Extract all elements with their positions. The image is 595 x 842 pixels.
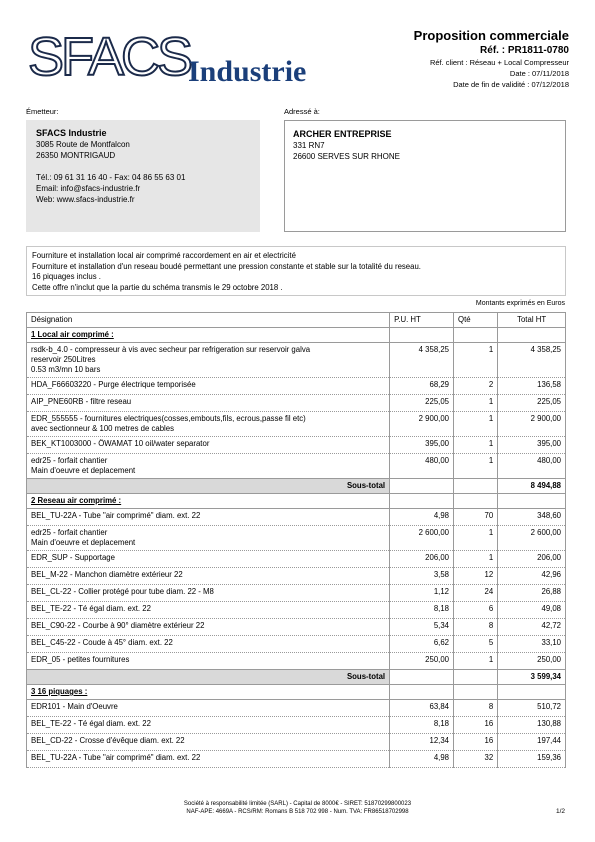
quantity-cell: 1	[454, 551, 498, 568]
item-code: BEL_C45-22	[31, 638, 76, 647]
line-total-cell: 33,10	[498, 636, 566, 653]
recipient-address-line1: 331 RN7	[293, 141, 325, 150]
designation-cell	[27, 509, 390, 526]
section-header-row	[27, 328, 566, 343]
table-row	[27, 585, 566, 602]
header-unit-price: P.U. HT	[390, 313, 454, 328]
line-total-cell: 49,08	[498, 602, 566, 619]
item-code: EDR_SUP	[31, 553, 68, 562]
subtotal-label: Sous-total	[27, 670, 390, 685]
designation-cell	[27, 412, 390, 437]
designation-cell	[27, 437, 390, 454]
unit-price-cell: 12,34	[390, 734, 454, 751]
item-detail-line: reservoir 250Litres	[31, 355, 96, 364]
unit-price-cell: 6,62	[390, 636, 454, 653]
table-row	[27, 568, 566, 585]
description-line: Cette offre n'inclut que la partie du schéma transmis le 29 octobre 2018 .	[32, 282, 283, 292]
unit-price-cell: 225,05	[390, 395, 454, 412]
quantity-cell: 6	[454, 602, 498, 619]
subtotal-row	[27, 479, 566, 494]
table-header-row	[27, 313, 566, 328]
item-code: EDR_555555	[31, 414, 78, 423]
table-row	[27, 526, 566, 551]
designation-cell	[27, 717, 390, 734]
table-row	[27, 343, 566, 378]
emitter-address-line2: 26350 MONTRIGAUD	[36, 151, 116, 160]
line-total-cell: 42,96	[498, 568, 566, 585]
unit-price-cell: 63,84	[390, 700, 454, 717]
line-total-cell: 250,00	[498, 653, 566, 670]
unit-price-cell: 2 900,00	[390, 412, 454, 437]
unit-price-cell: 68,29	[390, 378, 454, 395]
item-description: - Courbe à 90° diamètre extérieur 22	[75, 621, 205, 630]
recipient-address-line2: 26600 SERVES SUR RHONE	[293, 152, 401, 161]
empty-cell	[390, 685, 454, 700]
quantity-cell: 2	[454, 378, 498, 395]
item-description: - Main d'Oeuvre	[60, 702, 118, 711]
line-total-cell: 197,44	[498, 734, 566, 751]
empty-cell	[454, 670, 498, 685]
item-description: - Crosse d'évêque diam. ext. 22	[72, 736, 185, 745]
quantity-cell: 1	[454, 412, 498, 437]
item-code: AIP_PNE60RB	[31, 397, 84, 406]
header-total: Total HT	[498, 313, 566, 328]
line-total-cell: 225,05	[498, 395, 566, 412]
unit-price-cell: 5,34	[390, 619, 454, 636]
designation-cell	[27, 378, 390, 395]
recipient-name: ARCHER ENTREPRISE	[293, 129, 392, 139]
quantity-cell: 1	[454, 526, 498, 551]
quantity-cell: 1	[454, 343, 498, 378]
table-row	[27, 734, 566, 751]
item-description: - compresseur à vis avec secheur par refrigeration sur reservoir galva	[67, 345, 311, 354]
empty-cell	[390, 670, 454, 685]
designation-cell	[27, 602, 390, 619]
item-description: - Té égal diam. ext. 22	[71, 604, 151, 613]
table-row	[27, 509, 566, 526]
emitter-label: Émetteur:	[26, 107, 59, 116]
unit-price-cell: 480,00	[390, 454, 454, 479]
items-table	[26, 312, 566, 768]
unit-price-cell: 8,18	[390, 602, 454, 619]
item-detail-line: Main d'oeuvre et deplacement	[31, 538, 136, 547]
quantity-cell: 1	[454, 395, 498, 412]
quantity-cell: 8	[454, 700, 498, 717]
designation-cell	[27, 585, 390, 602]
unit-price-cell: 395,00	[390, 437, 454, 454]
unit-price-cell: 250,00	[390, 653, 454, 670]
table-row	[27, 378, 566, 395]
footer-line1: Société à responsabilité limitée (SARL) - Capital de 8000€ - SIRET: 51870299800023	[183, 801, 412, 807]
quantity-cell: 8	[454, 619, 498, 636]
logo-wordmark: SFACS	[28, 27, 191, 87]
item-code: EDR101	[31, 702, 61, 711]
designation-cell	[27, 619, 390, 636]
item-description: - forfait chantier	[50, 456, 108, 465]
line-total-cell: 206,00	[498, 551, 566, 568]
footer-line2: NAF-APE: 4669A - RCS/RM: Romans B 518 702 998 - Num. TVA: FR86518702998	[186, 809, 409, 815]
line-total-cell: 480,00	[498, 454, 566, 479]
unit-price-cell: 3,58	[390, 568, 454, 585]
empty-cell	[498, 328, 566, 343]
item-description: - fournitures electriques(cosses,embouts,fils, ecrous,passe fil etc)	[77, 414, 306, 423]
table-row	[27, 700, 566, 717]
item-description: - Supportage	[67, 553, 115, 562]
emitter-web: Web: www.sfacs-industrie.fr	[36, 195, 135, 204]
designation-cell	[27, 568, 390, 585]
quantity-cell: 16	[454, 734, 498, 751]
designation-cell	[27, 395, 390, 412]
table-row	[27, 412, 566, 437]
designation-cell	[27, 343, 390, 378]
legal-footer	[0, 800, 595, 816]
designation-cell	[27, 653, 390, 670]
items-body	[27, 328, 566, 768]
table-row	[27, 619, 566, 636]
item-code: BEK_KT1003000	[31, 439, 92, 448]
item-description: - ÖWAMAT 10 oil/water separator	[91, 439, 210, 448]
empty-cell	[454, 685, 498, 700]
item-description: - filtre reseau	[83, 397, 132, 406]
line-total-cell: 348,60	[498, 509, 566, 526]
designation-cell	[27, 734, 390, 751]
empty-cell	[390, 479, 454, 494]
item-code: BEL_TE-22	[31, 604, 72, 613]
item-description: - Tube "air comprimé" diam. ext. 22	[76, 511, 201, 520]
subtotal-label: Sous-total	[27, 479, 390, 494]
quantity-cell: 1	[454, 437, 498, 454]
logo-subtitle: Industrie	[188, 55, 307, 88]
item-description: - Coude à 45° diam. ext. 22	[75, 638, 173, 647]
document-title: Proposition commerciale	[413, 28, 569, 43]
table-row	[27, 717, 566, 734]
quantity-cell: 32	[454, 751, 498, 768]
description-line: Fourniture et installation local air comprimé raccordement en air et electricité	[32, 251, 296, 260]
company-logo	[28, 28, 318, 88]
emitter-phone: Tél.: 09 61 31 16 40 - Fax: 04 86 55 63 01	[36, 173, 186, 182]
header-quantity: Qté	[454, 313, 498, 328]
section-title: 1 Local air comprimé :	[27, 328, 390, 343]
table-row	[27, 437, 566, 454]
empty-cell	[390, 494, 454, 509]
section-header-row	[27, 685, 566, 700]
table-row	[27, 636, 566, 653]
line-total-cell: 2 900,00	[498, 412, 566, 437]
item-description: - petites fournitures	[60, 655, 130, 664]
line-total-cell: 42,72	[498, 619, 566, 636]
empty-cell	[498, 685, 566, 700]
empty-cell	[454, 494, 498, 509]
table-row	[27, 653, 566, 670]
empty-cell	[454, 328, 498, 343]
emitter-address-line1: 3085 Route de Montfalcon	[36, 140, 130, 149]
unit-price-cell: 8,18	[390, 717, 454, 734]
item-description: - forfait chantier	[50, 528, 108, 537]
table-row	[27, 454, 566, 479]
recipient-box	[284, 120, 566, 232]
unit-price-cell: 4,98	[390, 751, 454, 768]
item-description: - Té égal diam. ext. 22	[71, 719, 151, 728]
item-code: rsdk-b_4.0	[31, 345, 68, 354]
section-title: 3 16 piquages :	[27, 685, 390, 700]
table-row	[27, 395, 566, 412]
line-total-cell: 26,88	[498, 585, 566, 602]
quantity-cell: 5	[454, 636, 498, 653]
quantity-cell: 70	[454, 509, 498, 526]
emitter-email: Email: info@sfacs-industrie.fr	[36, 184, 141, 193]
item-code: BEL_CD-22	[31, 736, 73, 745]
item-code: BEL_TU-22A	[31, 511, 77, 520]
item-detail-line: avec sectionneur & 100 metres de cables	[31, 424, 175, 433]
validity-date: Date de fin de validité : 07/12/2018	[453, 80, 569, 89]
unit-price-cell: 4,98	[390, 509, 454, 526]
subtotal-amount: 8 494,88	[498, 479, 566, 494]
table-row	[27, 751, 566, 768]
description-line: Fourniture et installation d'un reseau boudé permettant une pression constante et stable sur la totalité du reseau.	[32, 261, 421, 271]
document-date: Date : 07/11/2018	[509, 69, 569, 78]
item-code: BEL_TE-22	[31, 719, 72, 728]
item-detail-line: Main d'oeuvre et deplacement	[31, 466, 136, 475]
line-total-cell: 136,58	[498, 378, 566, 395]
client-reference: Réf. client : Réseau + Local Compresseur	[429, 58, 569, 67]
quantity-cell: 16	[454, 717, 498, 734]
designation-cell	[27, 551, 390, 568]
unit-price-cell: 2 600,00	[390, 526, 454, 551]
item-description: - Purge électrique temporisée	[91, 380, 196, 389]
unit-price-cell: 206,00	[390, 551, 454, 568]
subtotal-amount: 3 599,34	[498, 670, 566, 685]
item-detail-line: 0.53 m3/mn 10 bars	[31, 365, 101, 374]
description-line: 16 piquages inclus .	[32, 272, 101, 281]
line-total-cell: 159,36	[498, 751, 566, 768]
emitter-box	[26, 120, 260, 232]
designation-cell	[27, 526, 390, 551]
section-title: 2 Reseau air comprimé :	[27, 494, 390, 509]
document-reference: Réf. : PR1811-0780	[480, 45, 569, 56]
line-total-cell: 4 358,25	[498, 343, 566, 378]
quantity-cell: 12	[454, 568, 498, 585]
empty-cell	[390, 328, 454, 343]
empty-cell	[454, 479, 498, 494]
table-row	[27, 602, 566, 619]
header-designation: Désignation	[27, 313, 390, 328]
item-description: - Manchon diamètre extérieur 22	[67, 570, 183, 579]
item-code: BEL_CL-22	[31, 587, 72, 596]
item-description: - Collier protégé pour tube diam. 22 - M8	[71, 587, 214, 596]
unit-price-cell: 4 358,25	[390, 343, 454, 378]
line-total-cell: 510,72	[498, 700, 566, 717]
line-total-cell: 2 600,00	[498, 526, 566, 551]
offer-description	[26, 246, 566, 296]
item-code: BEL_TU-22A	[31, 753, 77, 762]
table-row	[27, 551, 566, 568]
item-description: - Tube "air comprimé" diam. ext. 22	[76, 753, 201, 762]
unit-price-cell: 1,12	[390, 585, 454, 602]
page-number: 1/2	[555, 808, 565, 815]
recipient-label: Adressé à:	[284, 107, 320, 116]
designation-cell	[27, 751, 390, 768]
emitter-name: SFACS Industrie	[36, 128, 107, 138]
item-code: BEL_C90-22	[31, 621, 76, 630]
item-code: EDR_05	[31, 655, 61, 664]
designation-cell	[27, 700, 390, 717]
item-code: HDA_F66603220	[31, 380, 92, 389]
document-header	[414, 28, 569, 90]
quantity-cell: 1	[454, 454, 498, 479]
designation-cell	[27, 454, 390, 479]
empty-cell	[498, 494, 566, 509]
line-total-cell: 395,00	[498, 437, 566, 454]
subtotal-row	[27, 670, 566, 685]
designation-cell	[27, 636, 390, 653]
item-code: BEL_M-22	[31, 570, 68, 579]
section-header-row	[27, 494, 566, 509]
quantity-cell: 1	[454, 653, 498, 670]
line-total-cell: 130,88	[498, 717, 566, 734]
item-code: edr25	[31, 528, 51, 537]
quantity-cell: 24	[454, 585, 498, 602]
item-code: edr25	[31, 456, 51, 465]
currency-note: Montants exprimés en Euros	[475, 300, 565, 307]
